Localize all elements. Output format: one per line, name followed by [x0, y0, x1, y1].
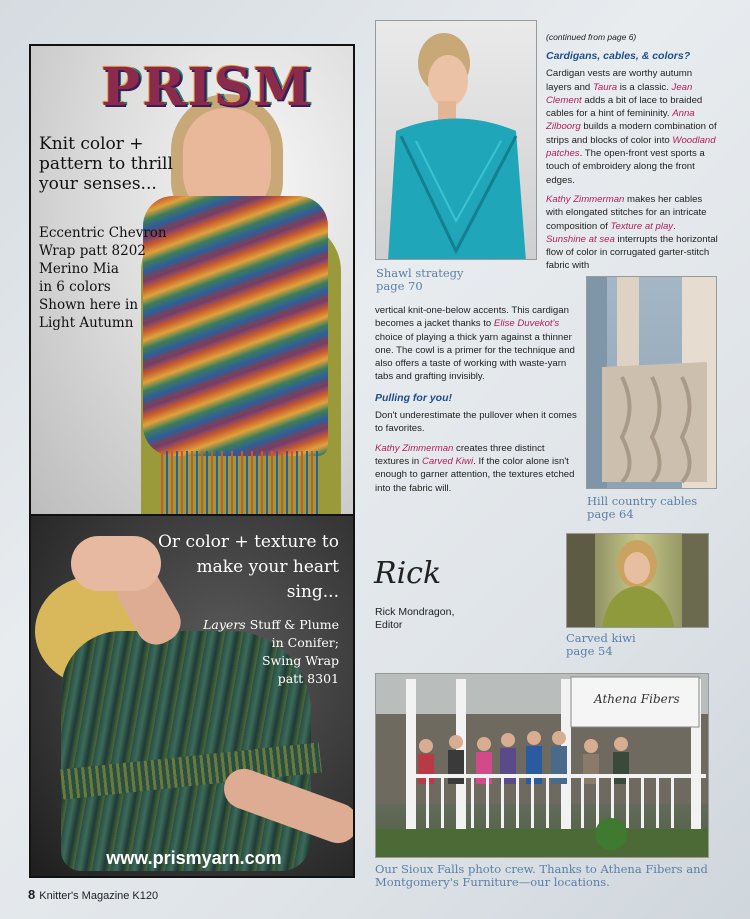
editor-signature: Rick — [374, 556, 442, 591]
ad-desc-line: Eccentric Chevron — [39, 225, 167, 241]
subhead-cardigans: Cardigans, cables, & colors? — [546, 50, 691, 62]
ad-desc2-layers: Layers — [203, 617, 246, 632]
ad-desc2-rest: Stuff & Plume — [245, 617, 339, 632]
shawl-fringe — [161, 451, 321, 516]
ad-description — [39, 224, 174, 332]
page-number: 8 — [28, 887, 36, 902]
ad-desc-line: Wrap patt 8202 — [39, 243, 146, 259]
photo-crew-photo — [375, 673, 709, 858]
prism-url-link[interactable]: www.prismyarn.com — [106, 848, 282, 868]
caption-page: page 70 — [376, 279, 423, 293]
continued-note: (continued from page 6) — [546, 32, 637, 42]
pattern-texture-at-play: Texture at play — [610, 220, 674, 232]
hill-country-cables-photo — [586, 276, 717, 489]
shawl-strategy-photo — [375, 20, 537, 260]
pattern-woodland-patches: Woodland patches — [546, 134, 716, 160]
pattern-link-taura: Taura — [592, 81, 618, 93]
kiwi-caption — [566, 632, 636, 658]
pattern-sunshine-at-sea: Sunshine at sea — [546, 233, 615, 245]
prism-ad-bottom — [29, 516, 355, 878]
article-column-2 — [375, 304, 578, 501]
designer-kathy-zimmerman: Kathy Zimmerman — [375, 442, 454, 454]
article-paragraph: Don't underestimate the pullover when it comes to favorites. — [375, 410, 577, 435]
caption-title: Carved kiwi — [566, 631, 636, 645]
page-footer — [28, 887, 158, 902]
ad-desc-line: Light Autumn — [39, 315, 134, 331]
prism-ad-top — [29, 44, 355, 516]
caption-title: Hill country cables — [587, 494, 698, 508]
athena-fibers-sign: Athena Fibers — [594, 692, 680, 706]
bag-caption — [587, 495, 697, 521]
designer-elise-duvekot: Elise Duvekot's — [493, 318, 560, 330]
article-paragraph: Cardigan vests are worthy autumn layers and Taura is a classic. Jean Clement adds a bit of lace to braided cables for a hint of femininity. Anna Zilboorg builds a modern combination of strips and blocks of color into Woodland patches. The open-front vest sports a touch of embroidery along the front edges. — [546, 68, 717, 186]
article-paragraph: Kathy Zimmerman makes her cables with elongated stitches for an intricate composition of Texture at play. Sunshine at sea interrupts the horizontal flow of color in corrugated garter-stitch fabric with — [546, 193, 718, 272]
ad-headline: Or color + texture to make your heart sing... — [158, 532, 339, 602]
ad-desc2-line: Swing Wrap — [261, 653, 339, 668]
ad-desc-line: in 6 colors — [39, 279, 111, 295]
caption-title: Shawl strategy — [376, 266, 464, 280]
shawl-caption — [376, 267, 463, 293]
kiwi-photo-illustration — [567, 534, 709, 628]
subhead-pulling: Pulling for you! — [375, 391, 452, 404]
magazine-issue: Knitter's Magazine K120 — [39, 890, 159, 902]
ad-tagline: Knit color + pattern to thrill your senses... — [39, 134, 173, 194]
editor-title: Editor — [375, 619, 403, 631]
article-paragraph: Kathy Zimmerman creates three distinct textures in Carved Kiwi. If the color alone isn't enough to garner attention, the textures etched into the fabric will. — [375, 442, 575, 494]
ad-desc-line: Merino Mia — [39, 261, 119, 277]
article-paragraph: vertical knit-one-below accents. This cardigan becomes a jacket thanks to Elise Duvekot's choice of playing a thick yarn against a thinner one. The cowl is a primer for the technique and also offers a taste of working with waste-yarn tabs and grafting invisibly. — [375, 305, 575, 383]
crew-caption: Our Sioux Falls photo crew. Thanks to Athena Fibers and Montgomery's Furniture—our locations. — [375, 862, 708, 889]
designer-jean-clement: Jean Clement — [546, 81, 693, 106]
caption-page: page 54 — [566, 644, 613, 658]
pattern-carved-kiwi: Carved Kiwi — [421, 455, 474, 467]
prism-logo: PRISM — [101, 57, 313, 118]
editor-credit — [375, 606, 454, 632]
editor-name: Rick Mondragon, — [375, 606, 455, 618]
ad-description-2 — [139, 616, 339, 688]
ad-desc-line: Shown here in — [39, 297, 139, 313]
article-column-1 — [546, 50, 718, 279]
bag-photo-illustration — [587, 277, 717, 489]
carved-kiwi-photo — [566, 533, 709, 628]
shawl-photo-illustration — [376, 21, 537, 260]
caption-page: page 64 — [587, 507, 634, 521]
ad-desc2-line: in Conifer; — [271, 635, 339, 650]
ad-desc2-line: patt 8301 — [277, 671, 339, 686]
designer-anna-zilboorg: Anna Zilboorg — [546, 108, 695, 133]
designer-kathy-zimmerman: Kathy Zimmerman — [546, 193, 625, 205]
